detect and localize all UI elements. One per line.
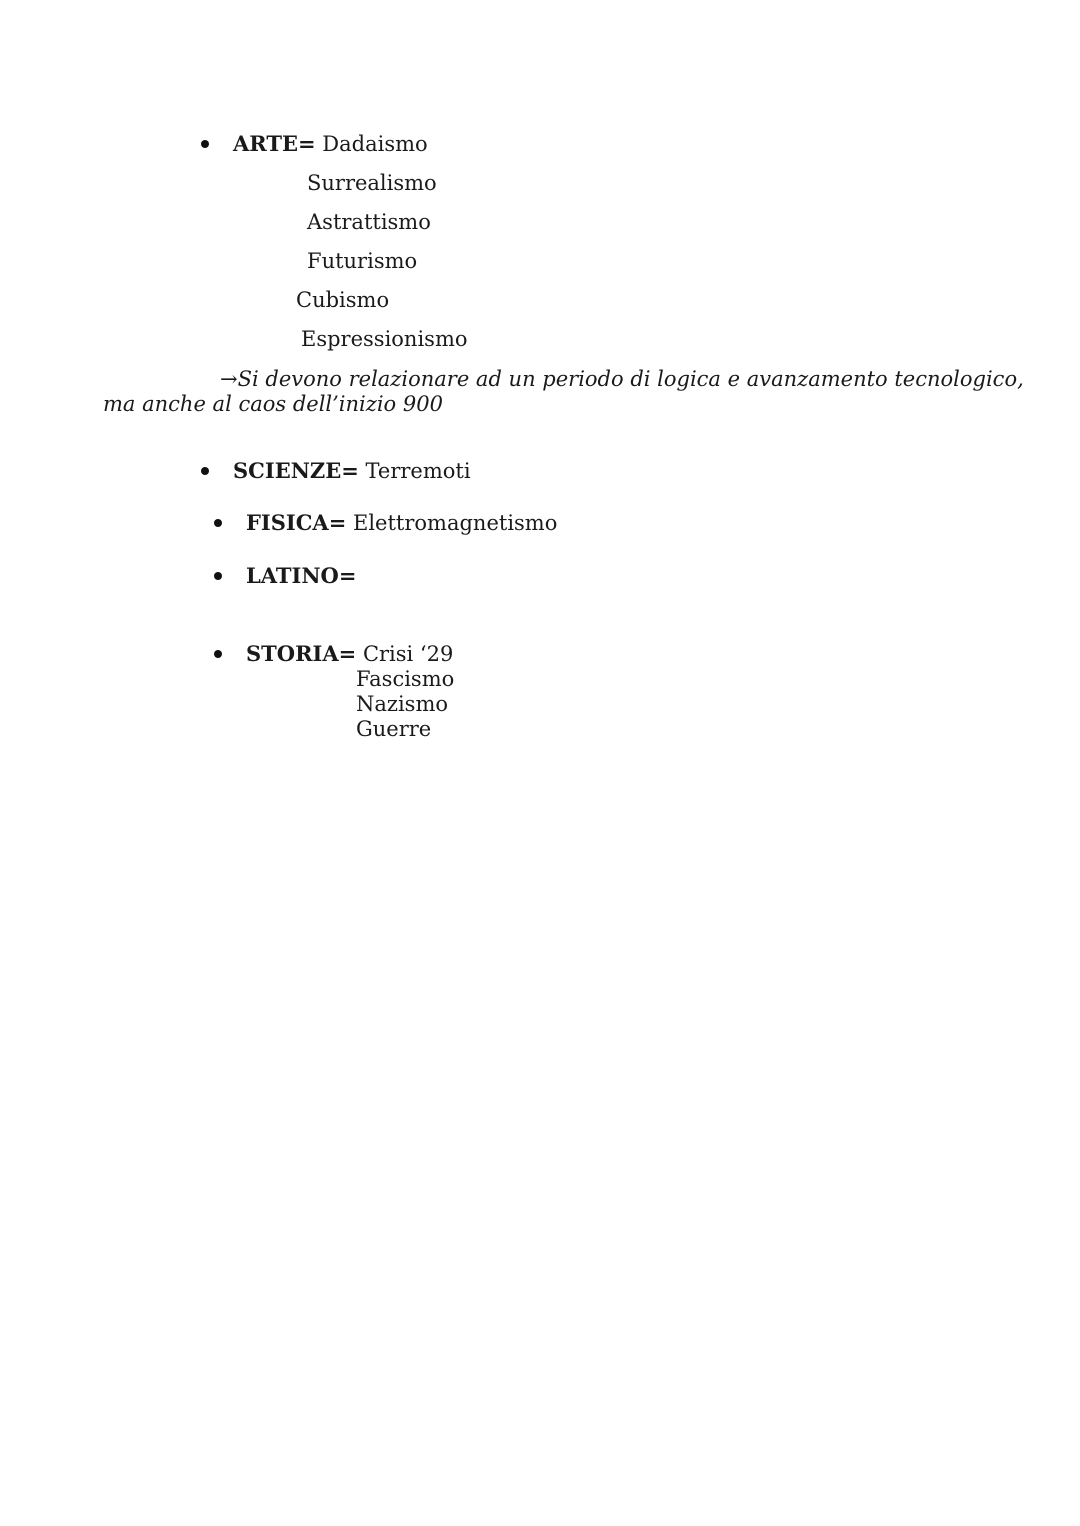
storia-item: Fascismo (356, 667, 455, 691)
storia-entry (246, 641, 453, 667)
storia-item: Nazismo (356, 692, 449, 716)
arte-note-line-2: ma anche al caos dell’inizio 900 (103, 392, 443, 416)
scienze-entry (233, 458, 471, 484)
bullet-icon (214, 650, 222, 658)
arrow-right-icon: → (220, 367, 238, 391)
arte-item: Futurismo (307, 249, 418, 273)
bullet-icon (214, 572, 222, 580)
bullet-icon (201, 467, 209, 475)
fisica-label: FISICA= (246, 510, 347, 535)
arte-entry (233, 131, 428, 157)
latino-entry (246, 563, 356, 589)
bullet-icon (214, 519, 222, 527)
arte-note-text: Si devono relazionare ad un periodo di logica e avanzamento tecnologico, (237, 367, 1024, 391)
arte-label: ARTE= (233, 131, 316, 156)
arte-note-line-1 (220, 366, 1024, 392)
arte-item: Cubismo (296, 288, 390, 312)
arte-item: Surrealismo (307, 171, 437, 195)
latino-label: LATINO= (246, 563, 357, 588)
storia-item: Crisi ‘29 (362, 642, 454, 666)
arte-item: Espressionismo (301, 327, 468, 351)
scienze-label: SCIENZE= (233, 458, 359, 483)
arte-item: Astrattismo (307, 210, 431, 234)
storia-item: Guerre (356, 717, 432, 741)
fisica-entry (246, 510, 557, 536)
scienze-value: Terremoti (365, 459, 471, 483)
arte-item: Dadaismo (322, 132, 428, 156)
fisica-value: Elettromagnetismo (353, 511, 558, 535)
bullet-icon (201, 140, 209, 148)
storia-label: STORIA= (246, 641, 357, 666)
